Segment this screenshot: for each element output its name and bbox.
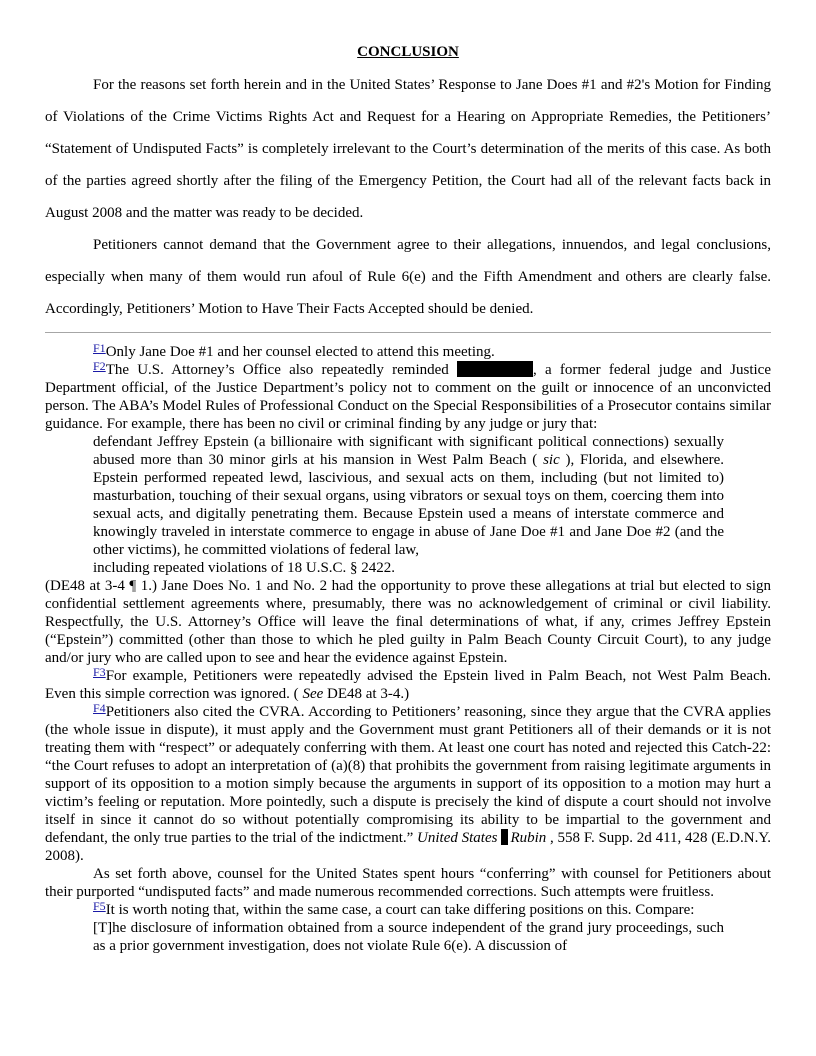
conclusion-paragraph-1: For the reasons set forth herein and in the United States’ Response to Jane Does #1 and #2's Motion for Finding of Violations of the Crime Victims Rights Act and Request for a Hearing on Appropriate Remedies, the Petitioners’ “Statement of Undisputed Facts” is completely irrelevant to the Court’s determination of the merits of this case. As both of the parties agreed shortly after the filing of the Emergency Petition, the Court had all of the relevant facts back in August 2008 and the matter was ready to be decided. (45, 77, 771, 221)
footnote-1-link[interactable]: F1 (93, 341, 106, 355)
footnote-4-paragraph-2: As set forth above, counsel for the United States spent hours “conferring” with counsel for Petitioners about their purported “undisputed facts” and made numerous recommended corrections. Such attempts were fruitless. (45, 866, 771, 900)
footnote-4-case-b: Rubin (510, 830, 547, 846)
footnote-2 (45, 361, 771, 433)
footnote-4 (45, 703, 771, 865)
footnote-4-case-a: United States (417, 830, 498, 846)
footnote-divider (45, 332, 771, 333)
redaction-mark (501, 829, 508, 845)
footnote-3-cite: DE48 at 3-4.) (323, 686, 410, 702)
footnote-1-text: Only Jane Doe #1 and her counsel elected to attend this meeting. (105, 344, 495, 360)
footnote-2-continuation: (DE48 at 3-4 ¶ 1.) Jane Does No. 1 and No. 2 had the opportunity to prove these allegations at trial but elected to sign confidential settlement agreements where, presumably, there was no acknowledgement of criminal or civil liability. Respectfully, the U.S. Attorney’s Office will leave the final determinations of what, if any, crimes Jeffrey Epstein (“Epstein”) committed (other than those to which he pled guilty in Palm Beach County Circuit Court), to any judge and/or jury who are called upon to see and hear the evidence against Epstein. (45, 578, 771, 666)
footnote-2-quote-c: including repeated violations of 18 U.S.C. § 2422. (93, 560, 396, 576)
footnote-2-quote-b: ), Florida, and elsewhere. Epstein performed repeated lewd, lascivious, and sexual acts on them, including (but not limited to) masturbation, touching of their sexual organs, using vibrators or sexual toys on them, coercing them into sexual acts, and digitally penetrating them. Because Epstein used a means of interstate commerce and knowingly traveled in interstate commerce to engage in abuse of Jane Doe #1 and Jane Doe #2 (and the other victims), he committed violations of federal law, (93, 452, 725, 558)
footnote-4-link[interactable]: F4 (93, 701, 106, 715)
footnote-4-cite: , 558 F. Supp. 2d 411, 428 (E.D.N.Y. 2008). (45, 830, 771, 864)
section-heading: CONCLUSION (357, 44, 459, 60)
conclusion-body (45, 69, 771, 325)
redaction-bar (457, 361, 533, 377)
footnotes (45, 343, 771, 955)
footnote-1 (45, 343, 771, 361)
footnote-5 (45, 901, 771, 919)
footnote-3-link[interactable]: F3 (93, 665, 106, 679)
footnote-2-quote-sic: sic (543, 452, 560, 468)
footnote-3-see: See (302, 686, 324, 702)
footnote-4-text: Petitioners also cited the CVRA. According to Petitioners’ reasoning, since they argue that the CVRA applies (the whole issue in dispute), it must apply and the Government must grant Petitioners all of their demands or it is not treating them with “respect” or adequately conferring with them. At least one court has noted and rejected this Catch-22: “the Court refuses to adopt an interpretation of (a)(8) that prohibits the government from raising legitimate arguments in support of its opposition to a motion simply because the arguments in support of its opposition to a motion may hurt a victim’s feeling or reputation. More pointedly, such a dispute is precisely the kind of dispute a court should not involve itself in since it cannot do so without potentially compromising its ability to be impartial to the government and defendant, the only true parties to the trial of the indictment.” (45, 704, 771, 846)
footnote-5-link[interactable]: F5 (93, 899, 106, 913)
footnote-2-text-a: The U.S. Attorney’s Office also repeatedly reminded (105, 362, 458, 378)
footnote-2-link[interactable]: F2 (93, 359, 106, 373)
footnote-5-blockquote: [T]he disclosure of information obtained from a source independent of the grand jury proceedings, such as a prior government investigation, does not violate Rule 6(e). A discussion of (93, 920, 724, 954)
footnote-3 (45, 667, 771, 703)
footnote-5-text: It is worth noting that, within the same case, a court can take differing positions on this. Compare: (105, 902, 695, 918)
footnote-2-blockquote (93, 433, 724, 577)
footnote-3-text: For example, Petitioners were repeatedly advised the Epstein lived in Palm Beach, not West Palm Beach. Even this simple correction was ignored. ( (45, 668, 771, 702)
footnote-2-quote-a: defendant Jeffrey Epstein (a billionaire with significant with significant political connections) sexually abused more than 30 minor girls at his mansion in West Palm Beach ( (93, 434, 724, 468)
footnote-2-text-b: , a former federal judge and Justice Department official, of the Justice Department’s policy not to comment on the guilt or innocence of an unconvicted person. The ABA’s Model Rules of Professional Conduct on the Special Responsibilities of a Prosecutor contains similar guidance. For example, there has been no civil or criminal finding by any judge or jury that: (45, 362, 771, 432)
conclusion-paragraph-2: Petitioners cannot demand that the Government agree to their allegations, innuendos, and legal conclusions, especially when many of them would run afoul of Rule 6(e) and the Fifth Amendment and others are clearly false. Accordingly, Petitioners’ Motion to Have Their Facts Accepted should be denied. (45, 237, 771, 317)
